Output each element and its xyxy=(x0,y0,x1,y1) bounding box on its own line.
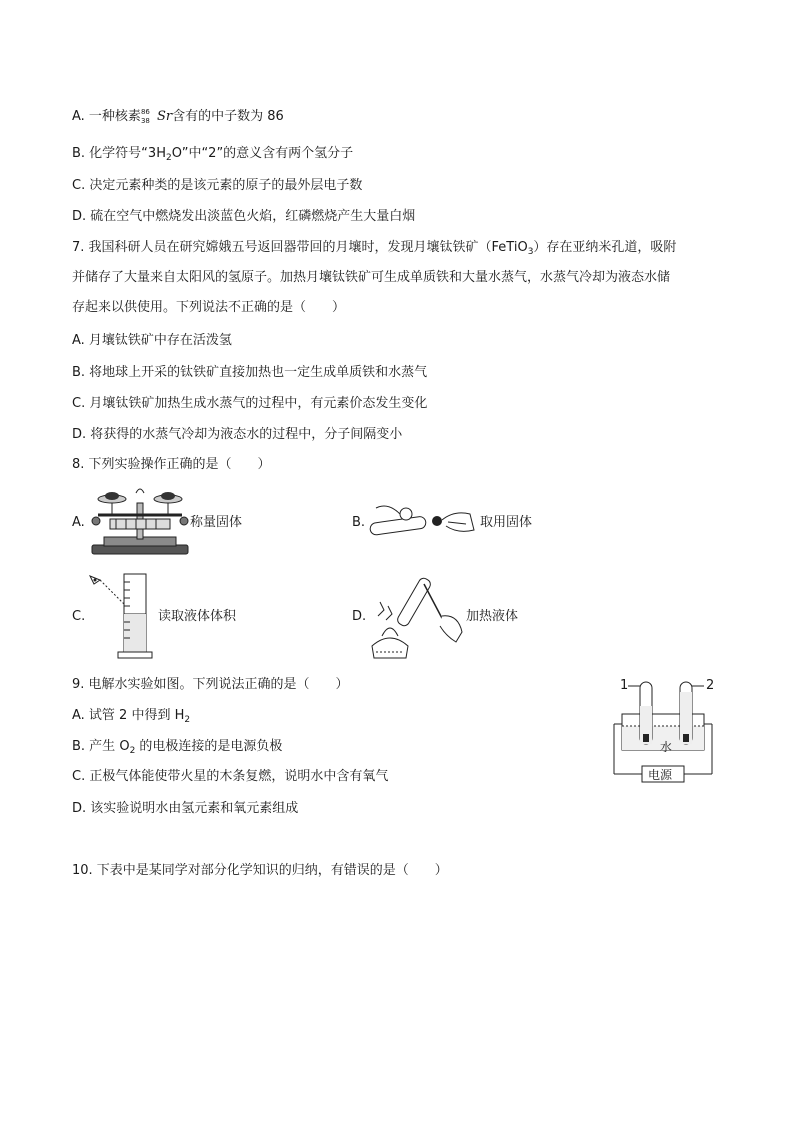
q8-c-caption: 读取液体体积 xyxy=(158,609,237,624)
q7-option-d: D. 将获得的水蒸气冷却为液态水的过程中，分子间隔变小 xyxy=(72,427,403,442)
q6-option-a: A. 一种核素 86 38 Sr含有的中子数为 86 xyxy=(72,108,284,125)
q7-option-b: B. 将地球上开采的钛铁矿直接加热也一定生成单质铁和水蒸气 xyxy=(72,365,428,380)
q8-d-letter: D. xyxy=(352,609,367,624)
balance-illustration xyxy=(86,485,194,557)
q7-option-a: A. 月壤钛铁矿中存在活泼氢 xyxy=(72,333,232,348)
q9-option-d: D. 该实验说明水由氢元素和氧元素组成 xyxy=(72,801,299,816)
q9-option-c: C. 正极气体能使带火星的木条复燃，说明水中含有氧气 xyxy=(72,769,389,784)
q9-fig-label-1: 1 xyxy=(620,678,629,693)
q9-fig-power: 电源 xyxy=(648,768,673,782)
q7-stem-line3: 存起来以供使用。下列说法不正确的是（ ） xyxy=(72,300,346,315)
q7-option-c: C. 月壤钛铁矿加热生成水蒸气的过程中，有元素价态发生变化 xyxy=(72,396,428,411)
graduated-cylinder-illustration xyxy=(86,568,158,662)
q8-d-caption: 加热液体 xyxy=(466,609,519,624)
isotope-notation: 86 38 xyxy=(140,108,150,125)
heating-liquid-illustration xyxy=(366,570,464,662)
q9-stem: 9. 电解水实验如图。下列说法正确的是（ ） xyxy=(72,677,349,692)
q8-b-caption: 取用固体 xyxy=(480,515,533,530)
q8-c-letter: C. xyxy=(72,609,86,624)
q6-option-c: C. 决定元素种类的是该元素的原子的最外层电子数 xyxy=(72,178,363,193)
q8-a-letter: A. xyxy=(72,515,85,530)
q9-option-a: A. 试管 2 中得到 $H_2$ xyxy=(72,708,191,725)
q8-stem: 8. 下列实验操作正确的是（ ） xyxy=(72,457,271,472)
q8-a-caption: 称量固体 xyxy=(190,515,243,530)
q6-option-b: B. 化学符号“$3H_2O$”中“2”的意义含有两个氢分子 xyxy=(72,146,354,163)
q7-stem-line2: 并储存了大量来自太阳风的氢原子。加热月壤钛铁矿可生成单质铁和大量水蒸气，水蒸气冷却为液态水储 xyxy=(72,270,671,285)
test-tube-taking-solid-illustration xyxy=(366,500,478,546)
q10-stem: 10. 下表中是某同学对部分化学知识的归纳，有错误的是（ ） xyxy=(72,863,448,878)
q7-stem-line1: 7. 我国科研人员在研究嫦娥五号返回器带回的月壤时，发现月壤钛铁矿（FeTiO$_3$）存在亚纳米孔道，吸附 xyxy=(72,240,677,257)
q9-fig-label-2: 2 xyxy=(706,678,715,693)
q6-option-d: D. 硫在空气中燃烧发出淡蓝色火焰，红磷燃烧产生大量白烟 xyxy=(72,209,416,224)
q9-option-b: B. 产生 $O_2$ 的电极连接的是电源负极 xyxy=(72,739,283,756)
q8-b-letter: B. xyxy=(352,515,366,530)
q9-fig-water: 水 xyxy=(660,740,673,754)
